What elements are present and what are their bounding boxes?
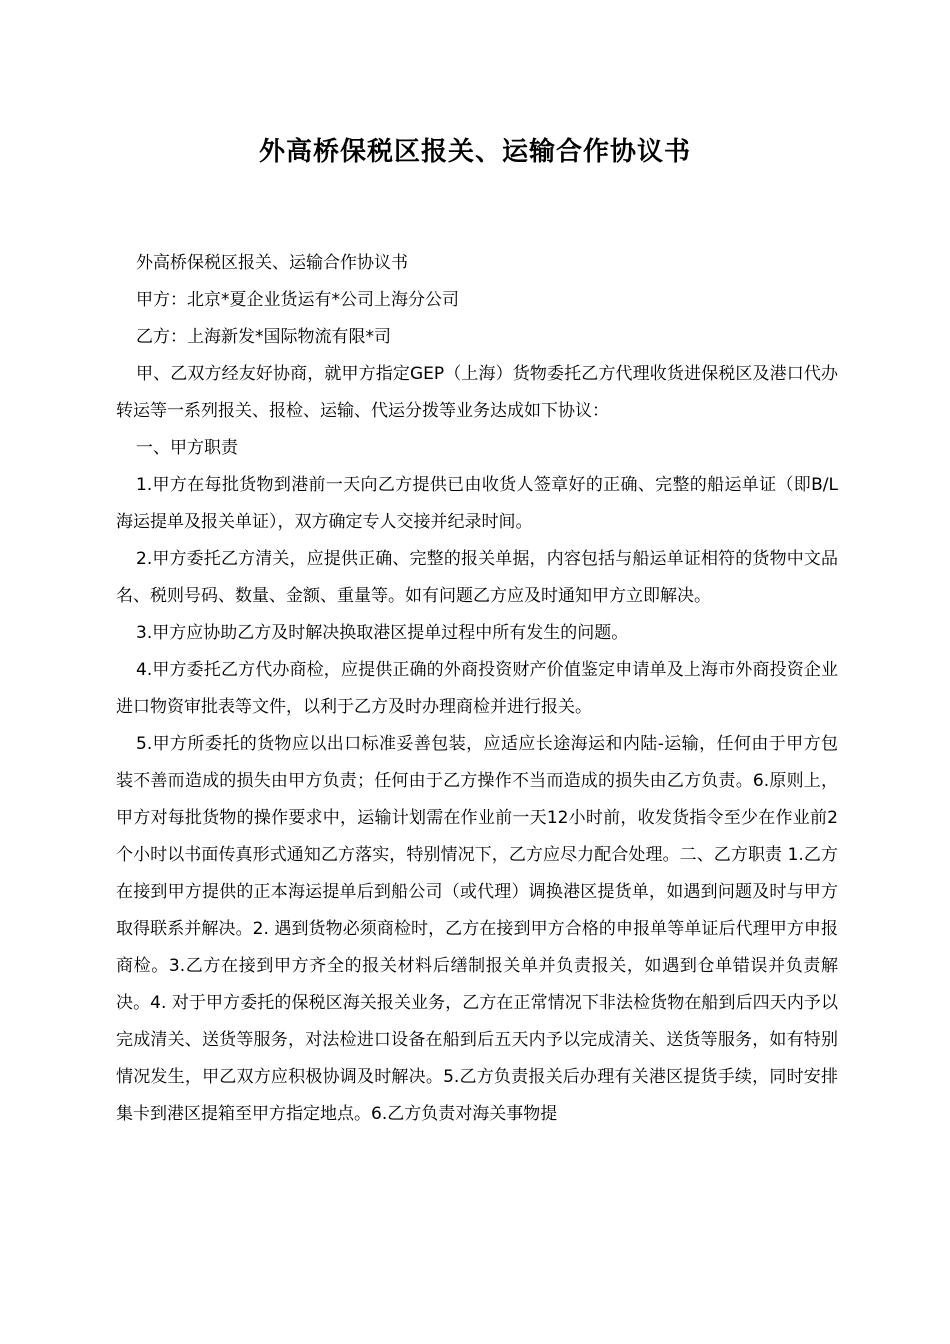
paragraph-clause-a2: 2.甲方委托乙方清关，应提供正确、完整的报关单据，内容包括与船运单证相符的货物中文品名、税则号码、数量、金额、重量等。如有问题乙方应及时通知甲方立即解决。 <box>116 549 838 606</box>
document-title: 外高桥保税区报关、运输合作协议书 <box>258 137 691 167</box>
paragraph-party-a: 甲方：北京*夏企业货运有*公司上海分公司 <box>136 290 459 310</box>
paragraph-heading-repeat: 外高桥保税区报关、运输合作协议书 <box>136 253 408 273</box>
paragraph-preamble: 甲、乙双方经友好协商，就甲方指定GEP（上海）货物委托乙方代理收货进保税区及港口代办转运等一系列报关、报检、运输、代运分拨等业务达成如下协议： <box>116 364 838 421</box>
document-body <box>116 245 838 1133</box>
paragraph-clause-a3: 3.甲方应协助乙方及时解决换取港区提单过程中所有发生的问题。 <box>136 623 629 643</box>
section-heading-party-a-duties: 一、甲方职责 <box>136 438 238 458</box>
paragraph-party-b: 乙方：上海新发*国际物流有限*司 <box>136 327 391 347</box>
paragraph-clause-a5-and-b: 5.甲方所委托的货物应以出口标准妥善包装，应适应长途海运和内陆-运输，任何由于甲方包装不善而造成的损失由甲方负责；任何由于乙方操作不当而造成的损失由乙方负责。6.原则上，甲方对每批货物的操作要求中，运输计划需在作业前一天12小时前，收发货指令至少在作业前2个小时以书面传真形式通知乙方落实，特别情况下，乙方应尽力配合处理。二、乙方职责 1.乙方在接到甲方提供的正本海运提单后到船公司（或代理）调换港区提货单，如遇到问题及时与甲方取得联系并解决。2. 遇到货物必须商检时，乙方在接到甲方合格的申报单等单证后代理甲方申报商检。3.乙方在接到甲方齐全的报关材料后缮制报关单并负责报关，如遇到仓单错误并负责解决。4. 对于甲方委托的保税区海关报关业务，乙方在正常情况下非法检货物在船到后四天内予以完成清关、送货等服务，对法检进口设备在船到后五天内予以完成清关、送货等服务，如有特别情况发生，甲乙双方应积极协调及时解决。5.乙方负责报关后办理有关港区提货手续，同时安排集卡到港区提箱至甲方指定地点。6.乙方负责对海关事物提 <box>116 734 838 1124</box>
paragraph-clause-a1: 1.甲方在每批货物到港前一天向乙方提供已由收货人签章好的正确、完整的船运单证（即B/L海运提单及报关单证），双方确定专人交接并纪录时间。 <box>116 475 838 532</box>
paragraph-clause-a4: 4.甲方委托乙方代办商检，应提供正确的外商投资财产价值鉴定申请单及上海市外商投资企业进口物资审批表等文件，以利于乙方及时办理商检并进行报关。 <box>116 660 838 717</box>
